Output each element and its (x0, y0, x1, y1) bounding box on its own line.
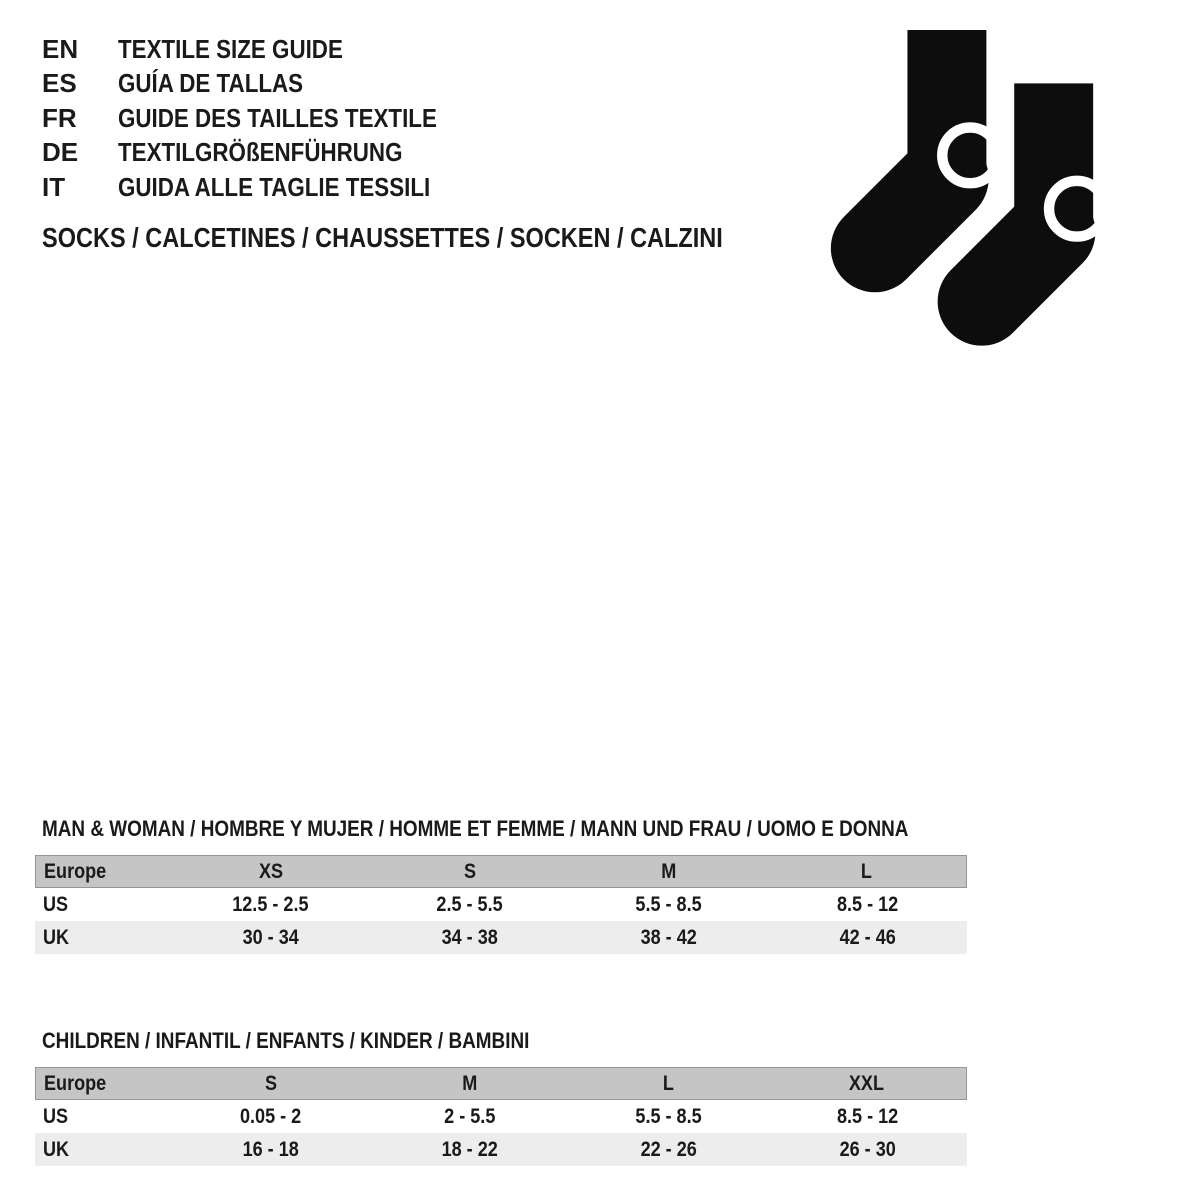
table-cell: 8.5 - 12 (836, 1105, 899, 1128)
table-title: MAN & WOMAN / HOMBRE Y MUJER / HOMME ET FEMME / MANN UND FRAU / UOMO E DONNA (42, 816, 909, 841)
table-cell: 2.5 - 5.5 (436, 893, 503, 916)
language-title-block (42, 32, 489, 205)
column-header-size: L (861, 860, 873, 883)
table-cell: 5.5 - 8.5 (635, 1105, 702, 1128)
language-row-fr (42, 101, 489, 136)
language-code: DE (42, 137, 79, 168)
adults-size-table-section (35, 816, 967, 954)
table-row-us (35, 888, 967, 921)
language-row-en (42, 32, 489, 67)
table-row-uk (35, 1133, 967, 1166)
column-header-size: S (265, 1072, 278, 1095)
language-row-es (42, 67, 489, 102)
table-title: CHILDREN / INFANTIL / ENFANTS / KINDER / BAMBINI (42, 1028, 530, 1053)
language-label: TEXTILGRÖßENFÜHRUNG (118, 137, 403, 168)
column-header-region: Europe (44, 1072, 107, 1095)
category-line: SOCKS / CALCETINES / CHAUSSETTES / SOCKEN / CALZINI (42, 222, 723, 253)
column-header-size: M (462, 1072, 478, 1095)
table-header-row (35, 1067, 967, 1100)
language-code: ES (42, 68, 77, 99)
table-cell: 18 - 22 (441, 1138, 498, 1161)
language-label: GUIDA ALLE TAGLIE TESSILI (118, 171, 431, 202)
size-table-children (35, 1067, 967, 1166)
language-code: FR (42, 102, 77, 133)
row-label: UK (43, 926, 70, 949)
language-label: GUIDE DES TAILLES TEXTILE (118, 102, 437, 133)
language-code: EN (42, 33, 79, 64)
language-label: GUÍA DE TALLAS (118, 68, 304, 99)
table-cell: 38 - 42 (640, 926, 697, 949)
table-cell: 26 - 30 (839, 1138, 896, 1161)
language-code: IT (42, 171, 66, 202)
table-cell: 12.5 - 2.5 (232, 893, 309, 916)
table-cell: 0.05 - 2 (239, 1105, 302, 1128)
row-label: UK (43, 1138, 70, 1161)
column-header-size: S (463, 860, 476, 883)
children-size-table-section (35, 1028, 967, 1166)
socks-icon (813, 30, 1111, 348)
table-cell: 16 - 18 (242, 1138, 299, 1161)
table-cell: 22 - 26 (640, 1138, 697, 1161)
table-row-us (35, 1100, 967, 1133)
table-cell: 34 - 38 (441, 926, 498, 949)
column-header-size: XS (259, 860, 284, 883)
table-row-uk (35, 921, 967, 954)
language-row-it (42, 170, 489, 205)
column-header-region: Europe (44, 860, 107, 883)
column-header-size: L (662, 1072, 674, 1095)
table-cell: 5.5 - 8.5 (635, 893, 702, 916)
table-cell: 42 - 46 (839, 926, 896, 949)
table-cell: 30 - 34 (242, 926, 299, 949)
size-table-adults (35, 855, 967, 954)
table-cell: 2 - 5.5 (443, 1105, 496, 1128)
table-cell: 8.5 - 12 (836, 893, 899, 916)
table-header-row (35, 855, 967, 888)
column-header-size: M (660, 860, 676, 883)
row-label: US (43, 893, 69, 916)
language-label: TEXTILE SIZE GUIDE (118, 33, 343, 64)
row-label: US (43, 1105, 69, 1128)
language-row-de (42, 136, 489, 171)
column-header-size: XXL (849, 1072, 885, 1095)
